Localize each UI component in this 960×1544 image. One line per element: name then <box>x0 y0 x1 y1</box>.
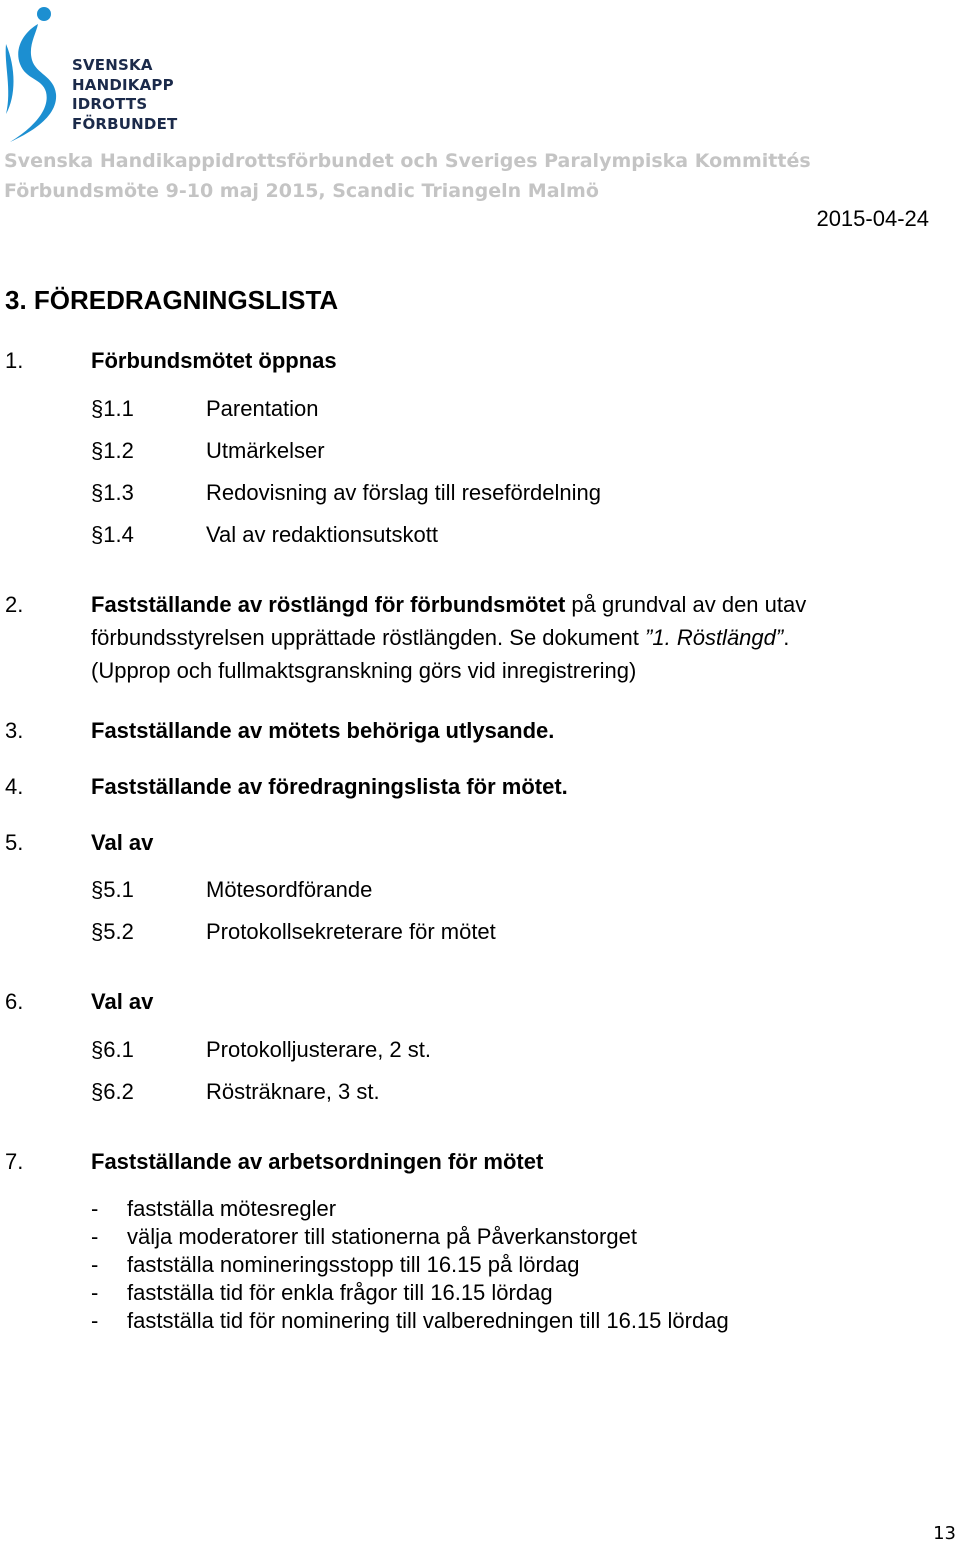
item-paragraph <box>91 588 911 687</box>
sub-item-number: §6.2 <box>91 1079 134 1104</box>
bullet-dash: - <box>91 1252 99 1277</box>
item-number: 4. <box>5 774 24 799</box>
item-heading: Fastställande av mötets behöriga utlysande. <box>91 718 555 743</box>
header-line-2: Förbundsmöte 9-10 maj 2015, Scandic Triangeln Malmö <box>4 180 599 202</box>
sub-item-text: Rösträknare, 3 st. <box>206 1079 380 1104</box>
bullet-item: välja moderatorer till stationerna på Påverkanstorget <box>127 1224 637 1249</box>
sub-item-text: Mötesordförande <box>206 877 373 902</box>
bullet-dash: - <box>91 1280 99 1305</box>
item-heading: Val av <box>91 989 154 1014</box>
header-line-1: Svenska Handikappidrottsförbundet och Sveriges Paralympiska Kommittés <box>4 150 811 172</box>
item-number: 3. <box>5 718 24 743</box>
page-title: 3. FÖREDRAGNINGSLISTA <box>5 285 339 315</box>
item-heading: Fastställande av föredragningslista för mötet. <box>91 774 568 799</box>
page-number: 13 <box>933 1523 956 1544</box>
item-heading: Förbundsmötet öppnas <box>91 348 337 373</box>
bullet-dash: - <box>91 1196 99 1221</box>
bullet-item: fastställa mötesregler <box>127 1196 337 1221</box>
item-number: 6. <box>5 989 24 1014</box>
bullet-item: fastställa tid för nominering till valberedningen till 16.15 lördag <box>127 1308 729 1333</box>
sub-item-number: §6.1 <box>91 1037 134 1062</box>
item-text-end: . <box>783 625 790 650</box>
item-text: på grundval av den utav förbundsstyrelsen upprättade röstlängden. Se dokument <box>91 592 807 650</box>
sub-item-number: §5.2 <box>91 919 134 944</box>
logo-line: FÖRBUNDET <box>72 114 178 133</box>
sub-item-text: Protokollsekreterare för mötet <box>206 919 496 944</box>
item-number: 2. <box>5 592 24 617</box>
logo-line: HANDIKAPP <box>72 75 174 94</box>
sub-item-text: Val av redaktionsutskott <box>206 522 438 547</box>
document-date: 2015-04-24 <box>816 206 929 231</box>
sub-item-text: Utmärkelser <box>206 438 325 463</box>
logo-text <box>72 56 177 134</box>
item-number: 5. <box>5 830 24 855</box>
sub-item-text: Protokolljusterare, 2 st. <box>206 1037 431 1062</box>
sub-item-number: §1.2 <box>91 438 134 463</box>
logo-line: IDROTTS <box>72 95 148 113</box>
item-number: 1. <box>5 348 24 373</box>
sub-item-number: §1.3 <box>91 480 134 505</box>
item-heading: Val av <box>91 830 154 855</box>
item-heading: Fastställande av röstlängd för förbundsmötet <box>91 592 566 617</box>
sub-item-text: Parentation <box>206 396 319 421</box>
sub-item-number: §1.4 <box>91 522 134 547</box>
document-reference: ”1. Röstlängd” <box>645 625 784 650</box>
item-heading: Fastställande av arbetsordningen för mötet <box>91 1149 544 1174</box>
bullet-item: fastställa nomineringsstopp till 16.15 på lördag <box>127 1252 580 1277</box>
logo-line: SVENSKA <box>72 56 153 74</box>
bullet-dash: - <box>91 1224 99 1249</box>
sub-item-text: Redovisning av förslag till resefördelning <box>206 480 601 505</box>
sub-item-number: §5.1 <box>91 877 134 902</box>
bullet-dash: - <box>91 1308 99 1333</box>
item-note: (Upprop och fullmaktsgranskning görs vid inregistrering) <box>91 658 637 683</box>
figure-logo-icon <box>2 4 72 144</box>
bullet-item: fastställa tid för enkla frågor till 16.15 lördag <box>127 1280 553 1305</box>
sub-item-number: §1.1 <box>91 396 134 421</box>
item-number: 7. <box>5 1149 24 1174</box>
org-logo <box>2 4 178 144</box>
